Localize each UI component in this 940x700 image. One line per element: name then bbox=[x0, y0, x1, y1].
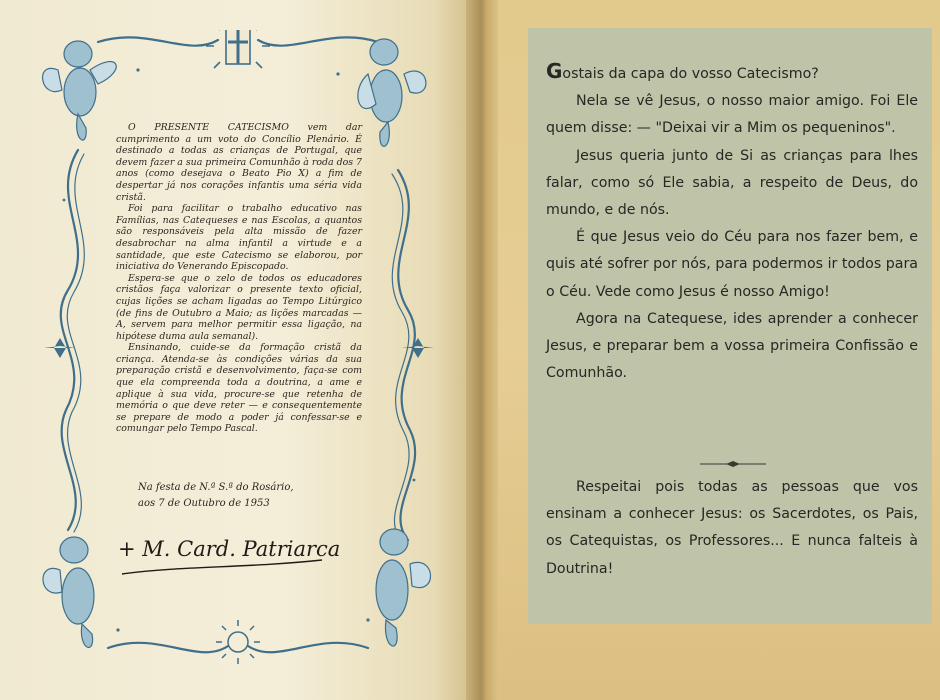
handwritten-signature bbox=[108, 522, 358, 592]
preface-paragraph: Foi para facilitar o trabalho educativo nas Famílias, nas Catequeses e nas Escolas, a quantos são responsáveis pela alta missão de fazer desabrochar na alma infantil a virtude e a santidade, que este Catecismo se elaborou, por iniciativa do Venerando Episcopado. bbox=[116, 203, 362, 273]
signature-svg bbox=[108, 522, 358, 592]
cherub-bottom-left bbox=[43, 537, 94, 647]
closing-paragraph: Respeitai pois todas as pessoas que vos ensinam a conhecer Jesus: os Sacerdotes, os Pais, os Catequistas, os Professores... E nunca falteis à Doutrina! bbox=[546, 479, 918, 577]
cherub-top-right bbox=[358, 39, 426, 146]
cross-emblem bbox=[206, 30, 270, 68]
preface-paragraph: O PRESENTE CATECISMO vem dar cumprimento a um voto do Concílio Plenário. É destinado a todas as crianças de Portugal, que devem fazer a sua primeira Comunhão à roda dos 7 anos (como desejava o Beato Pio X) a fim de despertar já nos corações infantis uma séria vida cristã. bbox=[116, 122, 362, 203]
intro-paragraph: Agora na Catequese, ides aprender a conhecer Jesus, e preparar bem a vossa primeira Confissão e Comunhão. bbox=[546, 310, 918, 382]
ornamental-divider bbox=[698, 460, 768, 468]
intro-paragraph: Nela se vê Jesus, o nosso maior amigo. Foi Ele quem disse: — "Deixai vir a Mim os pequeninos". bbox=[546, 93, 918, 137]
date-line-feast: Na festa de N.ª S.ª do Rosário, bbox=[138, 482, 294, 493]
ribbon-bottom-right bbox=[248, 643, 368, 652]
preface-paragraph: Ensinando, cuide-se da formação cristã da criança. Atenda-se às condições várias da sua preparação cristã e desenvolvimento, faça-se com que ela compreenda toda a doutrina, a ame e aplique à sua vida, procure-se que retenha de memória o que deve reter — e consequentemente se prepare de modo a poder já confessar-se e comungar pelo Tempo Pascal. bbox=[116, 342, 362, 435]
ribbon-bottom-left bbox=[108, 643, 228, 652]
intro-question: ostais da capa do vosso Catecismo? bbox=[562, 66, 819, 82]
book-gutter bbox=[466, 0, 500, 700]
catechism-preface bbox=[116, 122, 362, 435]
closing-text bbox=[546, 474, 918, 583]
text-panel bbox=[528, 28, 932, 624]
drop-cap: G bbox=[546, 59, 563, 83]
sunburst-emblem bbox=[216, 620, 260, 664]
intro-text bbox=[546, 58, 918, 387]
intro-paragraph: Jesus queria junto de Si as crianças para lhes falar, como só Ele sabia, a respeito de Deus, do mundo, e de nós. bbox=[546, 147, 918, 219]
signature-underline bbox=[122, 560, 322, 574]
signature-text: + M. Card. Patriarca bbox=[118, 537, 341, 561]
date-block bbox=[138, 480, 378, 512]
ribbon-top-right bbox=[258, 37, 378, 45]
ribbon-right bbox=[398, 170, 415, 540]
intro-paragraph-first bbox=[546, 58, 918, 88]
ribbon-top-left bbox=[98, 37, 218, 45]
cherub-top-left bbox=[43, 41, 117, 140]
cherub-bottom-right bbox=[376, 529, 431, 646]
preface-paragraph: Espera-se que o zelo de todos os educadores cristãos faça valorizar o presente texto oficial, cujas lições se acham ligadas ao Tempo Litúrgico (de fins de Outubro a Maio; as lições marcadas — A, servem para melhor permitir essa ligação, na hipótese duma aula semanal). bbox=[116, 272, 362, 342]
date-line-day: aos 7 de Outubro de 1953 bbox=[138, 498, 270, 509]
right-page bbox=[498, 0, 940, 700]
intro-paragraph: É que Jesus veio do Céu para nos fazer bem, e quis até sofrer por nós, para podermos ir todos para o Céu. Vede como Jesus é nosso Amigo! bbox=[546, 229, 918, 300]
